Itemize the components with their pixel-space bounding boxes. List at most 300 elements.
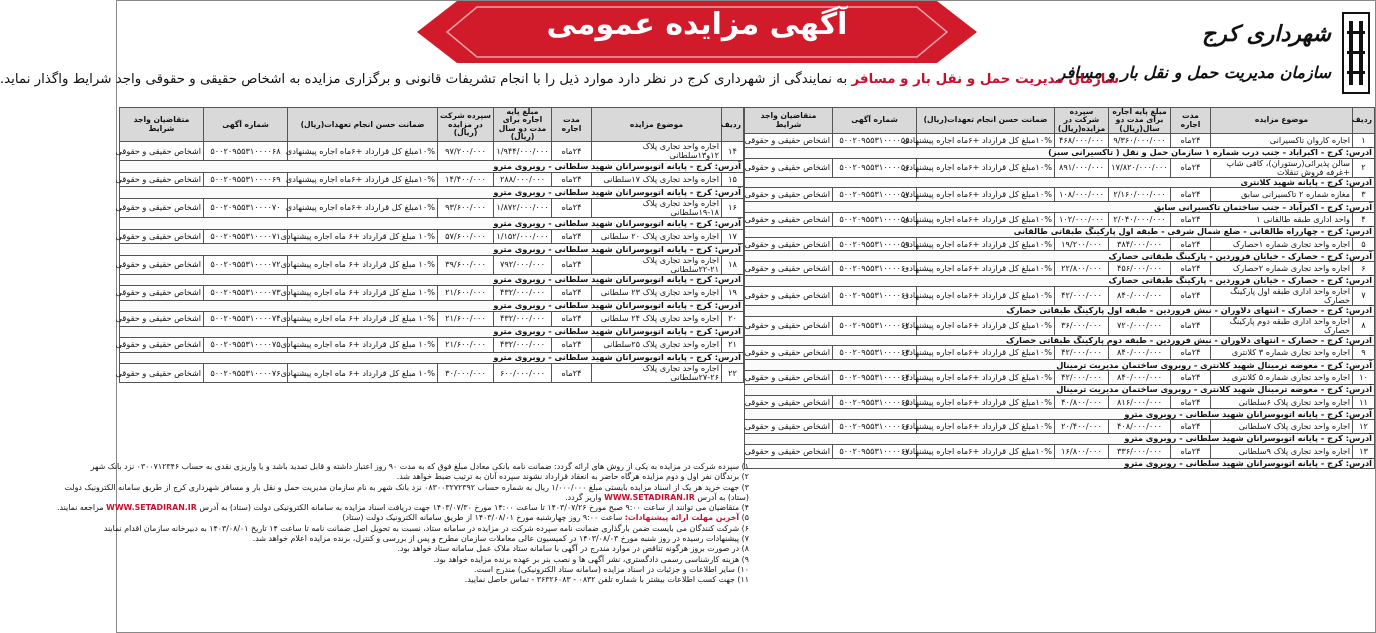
- performance-guarantee: ۱۰% مبلغ کل قرارداد +۶ ماه اجاره پیشنهادی: [288, 255, 438, 274]
- note-number: ۳): [741, 482, 749, 492]
- address-text: آدرس: کرج - پایانه اتوبوسرانان شهید سلطانی - روبروی مترو: [120, 161, 744, 173]
- table-row: [120, 173, 744, 187]
- note-text: متقاضیان می توانند از ساعت ۹:۰۰ صبح مورخ ۱۴۰۳/۰۷/۲۶ تا ساعت ۱۴:۰۰ مورخ ۱۴۰۳/۰۷/۳۰ جهت دریافت اسناد مزایده به سامانه الکترونیکی دولت (ستاد) به آدرس: [196, 503, 740, 513]
- performance-guarantee: ۱۰%مبلغ کل قرارداد +۶ماه اجاره پیشنهادی: [917, 237, 1055, 251]
- table-row: [120, 338, 744, 352]
- auction-subject: اجاره واحد تجاری پلاک ۲۳ سلطانی: [592, 286, 722, 300]
- ad-number: ۵۰۰۲۰۹۵۵۳۱۰۰۰۰۵۶: [833, 158, 917, 177]
- base-price: ۱/۸۷۲/۰۰۰/۰۰۰: [494, 198, 552, 217]
- row-number: ۱۷: [722, 229, 744, 243]
- municipality-emblem-icon: [1341, 11, 1371, 95]
- row-number: ۹: [1353, 346, 1375, 360]
- note-line: [121, 513, 749, 523]
- lease-duration: ۲۴ماه: [1171, 213, 1211, 227]
- eligible-applicants: اشخاص حقیقی و حقوقی: [120, 338, 204, 352]
- note-text: سایر اطلاعات و جزئیات در اسناد مزایده (سامانه ستاد الکترونیکی) مندرج است.: [474, 564, 735, 574]
- ad-number: ۵۰۰۲۰۹۵۵۳۱۰۰۰۰۶۷: [833, 444, 917, 458]
- row-number: ۴: [1353, 213, 1375, 227]
- col-base-price: مبلغ پایه اجاره برای مدت دو سال (ریال): [494, 108, 552, 142]
- eligible-applicants: اشخاص حقیقی و حقوقی: [745, 188, 833, 202]
- deposit-amount: ۲۱/۶۰۰/۰۰۰: [438, 286, 494, 300]
- row-number: ۱۱: [1353, 395, 1375, 409]
- ad-number: ۵۰۰۲۰۹۵۵۳۱۰۰۰۰۵۸: [833, 213, 917, 227]
- note-line: [121, 555, 749, 565]
- auction-subject: اجاره واحد اداری طبقه اول پارکینگ حصارک: [1211, 286, 1353, 305]
- performance-guarantee: ۱۰%مبلغ کل قرارداد +۶ماه اجاره پیشنهادی: [917, 158, 1055, 177]
- lease-duration: ۲۴ماه: [1171, 371, 1211, 385]
- address-text: آدرس: کرج - اکبرآباد - جنب ساختمان تاکسیرانی سابق: [745, 202, 1375, 213]
- table-row: [120, 312, 744, 326]
- lease-duration: ۲۴ماه: [1171, 316, 1211, 335]
- base-price: ۴۵۶/۰۰۰/۰۰۰: [1109, 262, 1171, 276]
- performance-guarantee: ۱۰%مبلغ کل قرارداد +۶ماه اجاره پیشنهادی: [288, 198, 438, 217]
- address-row: [120, 274, 744, 286]
- performance-guarantee: ۱۰%مبلغ کل قرارداد +۶ماه اجاره پیشنهادی: [917, 444, 1055, 458]
- address-row: [120, 161, 744, 173]
- auction-subject: اجاره کاروان تاکسیرانی: [1211, 134, 1353, 148]
- address-row: [120, 300, 744, 312]
- eligible-applicants: اشخاص حقیقی و حقوقی: [745, 158, 833, 177]
- lease-duration: ۲۴ماه: [1171, 262, 1211, 276]
- lease-duration: ۲۴ماه: [552, 338, 592, 352]
- table-row: [745, 371, 1375, 385]
- eligible-applicants: اشخاص حقیقی و حقوقی: [120, 255, 204, 274]
- base-price: ۶۰۰/۰۰۰/۰۰۰: [494, 364, 552, 383]
- conditions-notes: [57, 462, 749, 586]
- address-text: آدرس: کرج - پایانه اتوبوسرانان شهید سلطانی - روبروی مترو: [120, 218, 744, 230]
- col-subject: موضوع مزایده: [592, 108, 722, 142]
- performance-guarantee: ۱۰% مبلغ کل قرارداد +۶ ماه اجاره پیشنهادی: [288, 364, 438, 383]
- col-guarantee: ضمانت حسن انجام تعهدات(ریال): [917, 108, 1055, 134]
- col-deposit: سپرده شرکت در مزایده (ریال): [438, 108, 494, 142]
- lease-duration: ۲۴ماه: [1171, 420, 1211, 434]
- note-text: سپرده شرکت در مزایده به یکی از روش های ارائه گردد: ضمانت نامه بانکی معادل مبلغ فوق که به مدت ۹۰ روز اعتبار داشته و قابل تمدید باشد و یا واریزی نقدی به حساب ۰۳۰۰۷۱۲۳۴۶ نزد بانک شهر: [90, 462, 740, 471]
- lease-duration: ۲۴ماه: [552, 255, 592, 274]
- base-price: ۳۳۶/۰۰۰/۰۰۰: [1109, 444, 1171, 458]
- performance-guarantee: ۱۰%مبلغ کل قرارداد +۶ماه اجاره پیشنهادی: [917, 420, 1055, 434]
- note-text: (ستاد) به آدرس: [694, 492, 749, 502]
- col-subject: موضوع مزایده: [1211, 108, 1353, 134]
- row-number: ۷: [1353, 286, 1375, 305]
- note-text: شرکت کنندگان می بایست ضمن بارگذاری ضمانت نامه سپرده شرکت در مزایده در سامانه ستاد، نسبت به تحویل اصل ضمانت نامه تا ساعت ۱۴ تاریخ ۱۴۰۳/۰۸/۰۱ به دبیرخانه سازمان اقدام نمایند: [103, 523, 740, 533]
- note-number: ۸): [741, 544, 749, 554]
- row-number: ۵: [1353, 237, 1375, 251]
- address-row: [745, 434, 1375, 445]
- eligible-applicants: اشخاص حقیقی و حقوقی: [120, 229, 204, 243]
- col-eligible: متقاضیان واجد شرایط: [745, 108, 833, 134]
- municipality-name: شهرداری کرج: [1202, 21, 1331, 47]
- ad-number: ۵۰۰۲۰۹۵۵۳۱۰۰۰۰۷۵: [204, 338, 288, 352]
- eligible-applicants: اشخاص حقیقی و حقوقی: [745, 444, 833, 458]
- base-price: ۷۲۰/۰۰۰/۰۰۰: [1109, 316, 1171, 335]
- address-row: [120, 187, 744, 199]
- address-text: آدرس: کرج - حصارک - خیابان فروردین - پارکینگ طبقاتی حصارک: [745, 251, 1375, 262]
- intro-text: به نمایندگی از شهرداری کرج در نظر دارد موارد ذیل را با انجام تشریفات قانونی و برگزاری مزایده به اشخاص حقیقی و حقوقی واجد شرایط واگذار نماید.: [0, 72, 848, 87]
- table-row: [745, 286, 1375, 305]
- lease-duration: ۲۴ماه: [1171, 286, 1211, 305]
- performance-guarantee: ۱۰%مبلغ کل قرارداد +۶ماه اجاره پیشنهادی: [917, 346, 1055, 360]
- address-text: آدرس: کرج - معوضه ترمینال شهید کلانتری - روبروی ساختمان مدیریت ترمینال: [745, 360, 1375, 371]
- deposit-amount: ۴۶۸/۰۰۰/۰۰۰: [1055, 134, 1109, 148]
- deposit-amount: ۲۲/۸۰۰/۰۰۰: [1055, 262, 1109, 276]
- note-line: [121, 493, 749, 503]
- intro-organization: سازمان مدیریت حمل و نقل بار و مسافر: [851, 72, 1119, 87]
- address-text: آدرس: کرج - پایانه شهید کلانتری: [745, 177, 1375, 188]
- address-text: آدرس: کرج - پایانه اتوبوسرانان شهید سلطانی - روبروی مترو: [120, 326, 744, 338]
- auction-subject: اجاره واحد تجاری پلاک ۱۷سلطانی: [592, 173, 722, 187]
- performance-guarantee: ۱۰% مبلغ کل قرارداد +۶ ماه اجاره پیشنهادی: [288, 229, 438, 243]
- address-row: [745, 305, 1375, 316]
- deposit-amount: ۱۹/۲۰۰/۰۰۰: [1055, 237, 1109, 251]
- ad-number: ۵۰۰۲۰۹۵۵۳۱۰۰۰۰۶۱: [833, 286, 917, 305]
- auction-table-right: [741, 107, 1375, 471]
- address-row: [745, 147, 1375, 158]
- table-row: [745, 188, 1375, 202]
- table-row: [745, 420, 1375, 434]
- deposit-amount: ۲۱/۶۰۰/۰۰۰: [438, 312, 494, 326]
- col-deposit: سپرده شرکت در مزایده(ریال): [1055, 108, 1109, 134]
- lease-duration: ۲۴ماه: [1171, 237, 1211, 251]
- note-highlight: آخرین مهلت ارائه پیشنهادات:: [624, 513, 740, 523]
- note-text: جهت خرید هر یک از اسناد مزایده بایستی مبلغ ۱/۰۰۰/۰۰۰ ریال به شماره حساب ۰۸۳۰۰۳۲۷۲۳۹۲ نزد بانک شهر به نام سازمان مدیریت حمل و نقل بار و مسافر شهرداری کرج از طریق سامانه الکترونیک دولت: [64, 482, 740, 492]
- lease-duration: ۲۴ماه: [552, 173, 592, 187]
- note-line: [121, 575, 749, 585]
- base-price: ۸۴۰/۰۰۰/۰۰۰: [1109, 371, 1171, 385]
- address-row: [745, 360, 1375, 371]
- row-number: ۲: [1353, 158, 1375, 177]
- table-row: [120, 229, 744, 243]
- table-row: [745, 134, 1375, 148]
- base-price: ۱/۹۴۴/۰۰۰/۰۰۰: [494, 142, 552, 161]
- performance-guarantee: ۱۰% مبلغ کل قرارداد +۶ ماه اجاره پیشنهادی: [288, 286, 438, 300]
- row-number: ۱۵: [722, 173, 744, 187]
- address-text: آدرس: کرج - پایانه اتوبوسرانان شهید سلطانی - روبروی مترو: [745, 434, 1375, 445]
- note-number: ۶): [741, 523, 749, 533]
- note-number: ۷): [741, 534, 749, 544]
- performance-guarantee: ۱۰%مبلغ کل قرارداد +۶ماه اجاره پیشنهادی: [288, 173, 438, 187]
- note-tail: مراجعه نمایند.: [57, 503, 107, 513]
- deposit-amount: ۴۲/۰۰۰/۰۰۰: [1055, 371, 1109, 385]
- performance-guarantee: ۱۰% مبلغ کل قرارداد +۶ ماه اجاره پیشنهادی: [288, 312, 438, 326]
- table-row: [745, 158, 1375, 177]
- row-number: ۱۹: [722, 286, 744, 300]
- address-row: [745, 251, 1375, 262]
- deposit-amount: ۳۹/۶۰۰/۰۰۰: [438, 255, 494, 274]
- address-text: آدرس: کرج - پایانه اتوبوسرانان شهید سلطانی - روبروی مترو: [120, 187, 744, 199]
- base-price: ۴۳۲/۰۰۰/۰۰۰: [494, 338, 552, 352]
- col-duration: مدت اجاره: [552, 108, 592, 142]
- note-line: [103, 523, 749, 534]
- table-row: [745, 444, 1375, 458]
- table-header-row: [120, 108, 744, 142]
- address-row: [745, 335, 1375, 346]
- deposit-amount: ۳۶/۰۰۰/۰۰۰: [1055, 316, 1109, 335]
- note-number: ۱۱): [737, 575, 749, 585]
- table-body-right: [745, 134, 1375, 469]
- base-price: ۱۷/۸۲۰/۰۰۰/۰۰۰: [1109, 158, 1171, 177]
- ad-number: ۵۰۰۲۰۹۵۵۳۱۰۰۰۰۵۷: [833, 188, 917, 202]
- eligible-applicants: اشخاص حقیقی و حقوقی: [120, 364, 204, 383]
- eligible-applicants: اشخاص حقیقی و حقوقی: [745, 316, 833, 335]
- base-price: ۸۴۰/۰۰۰/۰۰۰: [1109, 286, 1171, 305]
- note-url: WWW.SETADIRAN.IR: [604, 492, 695, 502]
- ad-number: ۵۰۰۲۰۹۵۵۳۱۰۰۰۰۷۱: [204, 229, 288, 243]
- note-number: ۵): [741, 513, 749, 523]
- table-row: [745, 395, 1375, 409]
- address-text: آدرس: کرج - حصارک - انتهای دلاوران - نبش فروردین - طبقه دوم پارکینگ طبقاتی حصارک: [745, 335, 1375, 346]
- col-guarantee: ضمانت حسن انجام تعهدات(ریال): [288, 108, 438, 142]
- row-number: ۱۳: [1353, 444, 1375, 458]
- performance-guarantee: ۱۰%مبلغ کل قرارداد +۶ماه اجاره پیشنهادی: [917, 371, 1055, 385]
- performance-guarantee: ۱۰%مبلغ کل قرارداد +۶ماه اجاره پیشنهادی: [917, 316, 1055, 335]
- deposit-amount: ۵۷/۶۰۰/۰۰۰: [438, 229, 494, 243]
- deposit-amount: ۲۰/۴۰۰/۰۰۰: [1055, 420, 1109, 434]
- auction-subject: اجاره واحد تجاری پلاک ۹سلطانی: [1211, 444, 1353, 458]
- base-price: ۹/۳۶۰/۰۰۰/۰۰۰: [1109, 134, 1171, 148]
- ad-number: ۵۰۰۲۰۹۵۵۳۱۰۰۰۰۶۴: [833, 371, 917, 385]
- col-ad-number: شماره آگهی: [204, 108, 288, 142]
- address-text: آدرس: کرج - حصارک - انتهای دلاوران - نبش فروردین - طبقه اول پارکینگ طبقاتی حصارک: [745, 305, 1375, 316]
- lease-duration: ۲۴ماه: [552, 229, 592, 243]
- base-price: ۲/۱۶۰/۰۰۰/۰۰۰: [1109, 188, 1171, 202]
- base-price: ۲/۰۴۰/۰۰۰/۰۰۰: [1109, 213, 1171, 227]
- notice-title: آگهی مزایده عمومی: [546, 7, 848, 42]
- deposit-amount: ۱۰۸/۰۰۰/۰۰۰: [1055, 188, 1109, 202]
- address-row: [120, 244, 744, 256]
- table-row: [745, 346, 1375, 360]
- address-text: آدرس: کرج - اکبرآباد - جنب درب شماره ۱ سازمان حمل و نقل ( تاکسیرانی سبز): [745, 147, 1375, 158]
- eligible-applicants: اشخاص حقیقی و حقوقی: [120, 198, 204, 217]
- note-text: ساعت ۹:۰۰ روز چهارشنبه مورخ ۱۴۰۳/۰۸/۰۱ از طریق سامانه الکترونیک دولت (ستاد): [342, 513, 625, 523]
- notice-header: [0, 1, 1376, 105]
- deposit-amount: ۸۹۱/۰۰۰/۰۰۰: [1055, 158, 1109, 177]
- row-number: ۱۴: [722, 142, 744, 161]
- deposit-amount: ۱۰۲/۰۰۰/۰۰۰: [1055, 213, 1109, 227]
- table-row: [120, 286, 744, 300]
- performance-guarantee: ۱۰% مبلغ کل قرارداد +۶ ماه اجاره پیشنهادی: [288, 338, 438, 352]
- note-text: هزینه کارشناسی رسمی دادگستری، نشر آگهی ها و نصب بنر بر عهده برنده مزایده خواهد بود.: [433, 554, 740, 564]
- auction-subject: اجاره واحد تجاری پلاک ۱۸-۱۹سلطانی: [592, 198, 722, 217]
- deposit-amount: ۴۲/۰۰۰/۰۰۰: [1055, 286, 1109, 305]
- auction-subject: سالن پذیرائی(رستوران)، کافی شاپ +غرفه فروش تنقلات: [1211, 158, 1353, 177]
- lease-duration: ۲۴ماه: [552, 198, 592, 217]
- base-price: ۴۳۲/۰۰۰/۰۰۰: [494, 312, 552, 326]
- base-price: ۱/۱۵۲/۰۰۰/۰۰۰: [494, 229, 552, 243]
- address-row: [745, 276, 1375, 287]
- ad-number: ۵۰۰۲۰۹۵۵۳۱۰۰۰۰۷۴: [204, 312, 288, 326]
- address-row: [745, 409, 1375, 420]
- eligible-applicants: اشخاص حقیقی و حقوقی: [120, 173, 204, 187]
- note-text: در صورت بروز هرگونه تناقض در موارد مندرج در آگهی با سامانه ستاد ملاک عمل سامانه ستاد خواهد بود.: [397, 544, 740, 554]
- row-number: ۱: [1353, 134, 1375, 148]
- row-number: ۲۱: [722, 338, 744, 352]
- note-number: ۴): [741, 503, 749, 513]
- ad-number: ۵۰۰۲۰۹۵۵۳۱۰۰۰۰۶۹: [204, 173, 288, 187]
- row-number: ۱۲: [1353, 420, 1375, 434]
- table-row: [745, 316, 1375, 335]
- auction-subject: واحد اداری طبقه طالقانی ۱: [1211, 213, 1353, 227]
- address-text: آدرس: کرج - پایانه اتوبوسرانان شهید سلطانی - روبروی مترو: [120, 352, 744, 364]
- eligible-applicants: اشخاص حقیقی و حقوقی: [120, 142, 204, 161]
- ad-number: ۵۰۰۲۰۹۵۵۳۱۰۰۰۰۶۰: [833, 262, 917, 276]
- ad-number: ۵۰۰۲۰۹۵۵۳۱۰۰۰۰۷۳: [204, 286, 288, 300]
- ad-number: ۵۰۰۲۰۹۵۵۳۱۰۰۰۰۵۹: [833, 237, 917, 251]
- deposit-amount: ۳۰/۰۰۰/۰۰۰: [438, 364, 494, 383]
- lease-duration: ۲۴ماه: [1171, 346, 1211, 360]
- eligible-applicants: اشخاص حقیقی و حقوقی: [745, 134, 833, 148]
- auction-subject: اجاره واحد تجاری پلاک ۲۰ سلطانی: [592, 229, 722, 243]
- address-row: [120, 352, 744, 364]
- eligible-applicants: اشخاص حقیقی و حقوقی: [745, 286, 833, 305]
- auction-subject: اجاره واحد تجاری شماره ۵ کلانتری: [1211, 371, 1353, 385]
- performance-guarantee: ۱۰%مبلغ کل قرارداد +۶ماه اجاره پیشنهادی: [917, 395, 1055, 409]
- note-text: پیشنهادات رسیده در روز شنبه مورخ ۱۴۰۳/۰۸/۰۳ در کمیسیون عالی معاملات سازمان مطرح و پس از بررسی و کنترل، برنده مزایده اعلام خواهد شد.: [252, 534, 740, 544]
- base-price: ۴۰۸/۰۰۰/۰۰۰: [1109, 420, 1171, 434]
- address-text: آدرس: کرج - چهارراه طالقانی - ضلع شمال شرقی - طبقه اول پارکینگ طبقاتی طالقانی: [745, 226, 1375, 237]
- ad-number: ۵۰۰۲۰۹۵۵۳۱۰۰۰۰۶۳: [833, 346, 917, 360]
- address-row: [745, 202, 1375, 213]
- note-tail: واریز گردد.: [565, 492, 605, 502]
- col-row: ردیف: [1353, 108, 1375, 134]
- row-number: ۳: [1353, 188, 1375, 202]
- address-row: [745, 458, 1375, 469]
- ad-number: ۵۰۰۲۰۹۵۵۳۱۰۰۰۰۶۵: [833, 395, 917, 409]
- address-row: [120, 326, 744, 338]
- eligible-applicants: اشخاص حقیقی و حقوقی: [745, 346, 833, 360]
- base-price: ۳۸۴/۰۰۰/۰۰۰: [1109, 237, 1171, 251]
- note-text: جهت کسب اطلاعات بیشتر با شماره تلفن ۰۸۳۲ - ۳۶۳۲۶۰۸۳ - تماس حاصل نمایید.: [464, 575, 735, 585]
- deposit-amount: ۴۰/۸۰۰/۰۰۰: [1055, 395, 1109, 409]
- lease-duration: ۲۴ماه: [552, 142, 592, 161]
- auction-subject: اجاره واحد تجاری پلاک ۲۱-۲۲سلطانی: [592, 255, 722, 274]
- ad-number: ۵۰۰۲۰۹۵۵۳۱۰۰۰۰۶۶: [833, 420, 917, 434]
- note-text: برندگان نفر اول و دوم مزایده هرگاه حاضر به انعقاد قرارداد نشوند سپرده آنان به ترتیب ضبط خواهد شد.: [396, 472, 740, 482]
- table-row: [745, 262, 1375, 276]
- base-price: ۸۴۰/۰۰۰/۰۰۰: [1109, 346, 1171, 360]
- auction-subject: اجاره واحد تجاری شماره ۲حصارک: [1211, 262, 1353, 276]
- auction-subject: اجاره واحد اداری طبقه دوم پارکینگ حصارک: [1211, 316, 1353, 335]
- note-number: ۲): [741, 472, 749, 482]
- lease-duration: ۲۴ماه: [1171, 188, 1211, 202]
- auction-subject: مغازه شماره ۲ تاکسیرانی سابق: [1211, 188, 1353, 202]
- ad-number: ۵۰۰۲۰۹۵۵۳۱۰۰۰۰۷۲: [204, 255, 288, 274]
- row-number: ۲۲: [722, 364, 744, 383]
- base-price: ۸۱۶/۰۰۰/۰۰۰: [1109, 395, 1171, 409]
- lease-duration: ۲۴ماه: [552, 286, 592, 300]
- table-row: [120, 142, 744, 161]
- address-text: آدرس: کرج - پایانه اتوبوسرانان شهید سلطانی - روبروی مترو: [745, 458, 1375, 469]
- ad-number: ۵۰۰۲۰۹۵۵۳۱۰۰۰۰۶۲: [833, 316, 917, 335]
- address-row: [745, 226, 1375, 237]
- performance-guarantee: ۱۰%مبلغ کل قرارداد +۶ماه اجاره پیشنهادی: [917, 286, 1055, 305]
- eligible-applicants: اشخاص حقیقی و حقوقی: [745, 395, 833, 409]
- base-price: ۷۹۲/۰۰۰/۰۰۰: [494, 255, 552, 274]
- address-text: آدرس: کرج - پایانه اتوبوسرانان شهید سلطانی - روبروی مترو: [120, 244, 744, 256]
- col-row: ردیف: [722, 108, 744, 142]
- note-number: ۱): [741, 462, 749, 471]
- note-line: [121, 544, 749, 554]
- organization-logo: [1057, 7, 1371, 99]
- organization-name: سازمان مدیریت حمل و نقل بار و مسافر: [1057, 63, 1331, 82]
- table-row: [120, 198, 744, 217]
- address-text: آدرس: کرج - حصارک - خیابان فروردین - پارکینگ طبقاتی حصارک: [745, 276, 1375, 287]
- address-text: آدرس: کرج - پایانه اتوبوسرانان شهید سلطانی - روبروی مترو: [120, 274, 744, 286]
- performance-guarantee: ۱۰%مبلغ کل قرارداد +۶ماه اجاره پیشنهادی: [917, 134, 1055, 148]
- note-line: [121, 472, 749, 482]
- note-line: [121, 565, 749, 575]
- lease-duration: ۲۴ماه: [1171, 444, 1211, 458]
- table-row: [120, 364, 744, 383]
- table-header-row: [745, 108, 1375, 134]
- deposit-amount: ۲۱/۶۰۰/۰۰۰: [438, 338, 494, 352]
- auction-subject: اجاره واحد تجاری پلاک ۶سلطانی: [1211, 395, 1353, 409]
- lease-duration: ۲۴ماه: [1171, 395, 1211, 409]
- note-line: [121, 534, 749, 544]
- lease-duration: ۲۴ماه: [552, 312, 592, 326]
- base-price: ۲۸۸/۰۰۰/۰۰۰: [494, 173, 552, 187]
- address-text: آدرس: کرج - پایانه اتوبوسرانان شهید سلطانی - روبروی مترو: [745, 409, 1375, 420]
- auction-subject: اجاره واحد تجاری پلاک ۱۲و۱۳سلطانی: [592, 142, 722, 161]
- address-row: [745, 177, 1375, 188]
- deposit-amount: ۹۷/۲۰۰/۰۰۰: [438, 142, 494, 161]
- ad-number: ۵۰۰۲۰۹۵۵۳۱۰۰۰۰۶۸: [204, 142, 288, 161]
- base-price: ۴۳۲/۰۰۰/۰۰۰: [494, 286, 552, 300]
- intro-paragraph: [0, 72, 1119, 87]
- eligible-applicants: اشخاص حقیقی و حقوقی: [745, 262, 833, 276]
- table-row: [745, 213, 1375, 227]
- note-line: [64, 482, 749, 493]
- eligible-applicants: اشخاص حقیقی و حقوقی: [745, 213, 833, 227]
- lease-duration: ۲۴ماه: [1171, 158, 1211, 177]
- ad-number: ۵۰۰۲۰۹۵۵۳۱۰۰۰۰۷۶: [204, 364, 288, 383]
- table-row: [745, 237, 1375, 251]
- auction-subject: اجاره واحد تجاری شماره ۱حصارک: [1211, 237, 1353, 251]
- deposit-amount: ۱۶/۸۰۰/۰۰۰: [1055, 444, 1109, 458]
- table-body-left: [115, 141, 744, 383]
- col-eligible: متقاضیان واجد شرایط: [120, 108, 204, 142]
- row-number: ۶: [1353, 262, 1375, 276]
- auction-table-left: [115, 107, 744, 383]
- ad-number: ۵۰۰۲۰۹۵۵۳۱۰۰۰۰۷۰: [204, 198, 288, 217]
- lease-duration: ۲۴ماه: [552, 364, 592, 383]
- note-line: [57, 503, 749, 513]
- lease-duration: ۲۴ماه: [1171, 134, 1211, 148]
- eligible-applicants: اشخاص حقیقی و حقوقی: [120, 286, 204, 300]
- note-number: ۱۰): [737, 564, 749, 574]
- performance-guarantee: ۱۰%مبلغ کل قرارداد +۶ماه اجاره پیشنهادی: [917, 262, 1055, 276]
- col-ad-number: شماره آگهی: [833, 108, 917, 134]
- address-row: [120, 218, 744, 230]
- row-number: ۱۰: [1353, 371, 1375, 385]
- performance-guarantee: ۱۰%مبلغ کل قرارداد +۶ماه اجاره پیشنهادی: [917, 213, 1055, 227]
- performance-guarantee: ۱۰%مبلغ کل قرارداد +۶ماه اجاره پیشنهادی: [917, 188, 1055, 202]
- note-url: WWW.SETADIRAN.IR: [106, 503, 197, 513]
- table-row: [120, 255, 744, 274]
- col-duration: مدت اجاره: [1171, 108, 1211, 134]
- auction-subject: اجاره واحد تجاری پلاک ۲۶-۲۷سلطانی: [592, 364, 722, 383]
- eligible-applicants: اشخاص حقیقی و حقوقی: [120, 312, 204, 326]
- auction-subject: اجاره واحد تجاری پلاک ۲۴ سلطانی: [592, 312, 722, 326]
- row-number: ۸: [1353, 316, 1375, 335]
- auction-subject: اجاره واحد تجاری شماره ۳ کلانتری: [1211, 346, 1353, 360]
- row-number: ۱۶: [722, 198, 744, 217]
- title-banner: [417, 1, 977, 63]
- ad-number: ۵۰۰۲۰۹۵۵۳۱۰۰۰۰۵۵: [833, 134, 917, 148]
- auction-subject: اجاره واحد تجاری پلاک ۷سلطانی: [1211, 420, 1353, 434]
- col-base-price: مبلغ پایه اجاره برای مدت دو سال(ریال): [1109, 108, 1171, 134]
- deposit-amount: ۹۳/۶۰۰/۰۰۰: [438, 198, 494, 217]
- note-number: ۹): [741, 554, 749, 564]
